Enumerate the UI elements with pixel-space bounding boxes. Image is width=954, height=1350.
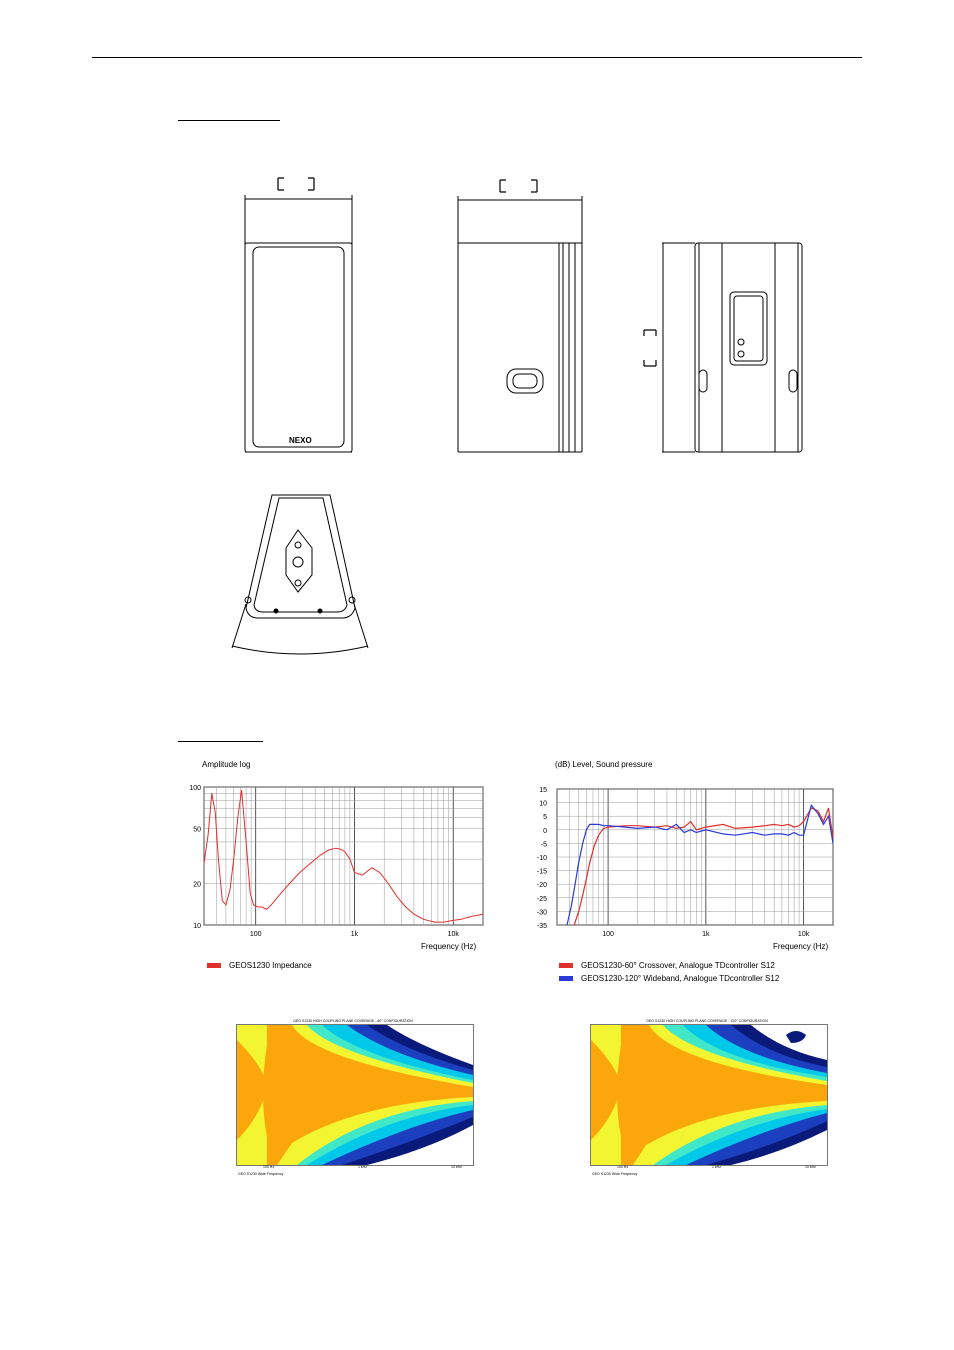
- section-heading-curves-rule: [178, 741, 263, 742]
- spl-y-tick: 0: [543, 827, 547, 835]
- rear-view: [644, 243, 802, 452]
- spl-legend-blue-label: GEOS1230-120° Wideband, Analogue TDcontroller S12: [581, 974, 780, 983]
- coverage-map-left-caption: GEO S1230 Wide Frequency: [238, 1172, 284, 1176]
- spl-y-tick: -5: [540, 841, 547, 849]
- impedance-y-tick: 50: [193, 826, 201, 834]
- spl-legend-red-swatch: [559, 963, 573, 968]
- coverage-map-right-title: GEO S1230 HIGH COUPLING PLANE COVERAGE - 120° CONFIGURATION: [646, 1019, 768, 1023]
- coverage-map-left-tick-2: 1 kHz: [358, 1165, 367, 1169]
- spl-legend-blue-swatch: [559, 976, 573, 981]
- spl-chart: [525, 755, 845, 955]
- coverage-map-left: [233, 1019, 473, 1179]
- impedance-chart: [175, 755, 495, 955]
- coverage-map-left-tick-1: 100 Hz: [263, 1165, 275, 1169]
- spl-y-tick: 15: [539, 787, 547, 794]
- coverage-map-right-tick-2: 1 kHz: [712, 1165, 721, 1169]
- spl-series-blue-line: [567, 805, 833, 925]
- brand-logo: NEXO: [289, 436, 312, 445]
- impedance-y-tick: 100: [189, 785, 201, 792]
- coverage-map-right-caption: GEO S1230 Wide Frequency: [592, 1172, 638, 1176]
- impedance-y-tick: 10: [193, 923, 201, 930]
- spl-legend-red-label: GEOS1230-60° Crossover, Analogue TDcontroller S12: [581, 961, 775, 970]
- spl-y-tick: -20: [536, 882, 547, 890]
- spl-x-tick: 10k: [797, 931, 810, 938]
- impedance-y-tick: 20: [193, 881, 201, 889]
- coverage-map-left-tick-3: 10 kHz: [451, 1165, 462, 1169]
- spl-x-tick: 1k: [702, 931, 710, 938]
- impedance-x-tick: 1k: [350, 931, 359, 938]
- coverage-map-left-title: GEO S1230 HIGH COUPLING PLANE COVERAGE - 60° CONFIGURATION: [293, 1019, 413, 1023]
- spl-chart-xlabel: Frequency (Hz): [773, 942, 829, 951]
- spl-legend: [559, 959, 779, 985]
- spl-y-tick: -35: [536, 923, 547, 930]
- impedance-chart-title: Amplitude log: [202, 760, 251, 769]
- side-view: [458, 180, 582, 452]
- coverage-map-left-plot: [237, 1025, 473, 1165]
- coverage-map-right: [587, 1019, 827, 1179]
- impedance-legend: [207, 959, 312, 972]
- impedance-chart-xlabel: Frequency (Hz): [421, 942, 477, 951]
- spl-y-tick: 10: [539, 800, 547, 808]
- impedance-x-tick: 10k: [447, 931, 459, 938]
- top-view: [232, 495, 368, 654]
- front-view: [245, 178, 352, 452]
- coverage-map-right-tick-3: 10 kHz: [805, 1165, 816, 1169]
- spl-chart-title: (dB) Level, Sound pressure: [555, 760, 653, 769]
- impedance-legend-label: GEOS1230 Impedance: [229, 961, 312, 970]
- spl-y-tick: 5: [543, 814, 547, 822]
- spl-y-tick: -25: [536, 895, 547, 903]
- spl-y-tick: -10: [536, 855, 547, 862]
- impedance-x-tick: 100: [249, 931, 262, 938]
- coverage-map-right-tick-1: 100 Hz: [617, 1165, 629, 1169]
- spl-y-tick: -30: [536, 909, 547, 917]
- impedance-legend-swatch: [207, 963, 221, 968]
- coverage-map-right-plot: [591, 1025, 827, 1165]
- spl-x-tick: 100: [602, 931, 614, 938]
- spl-y-tick: -15: [536, 868, 547, 876]
